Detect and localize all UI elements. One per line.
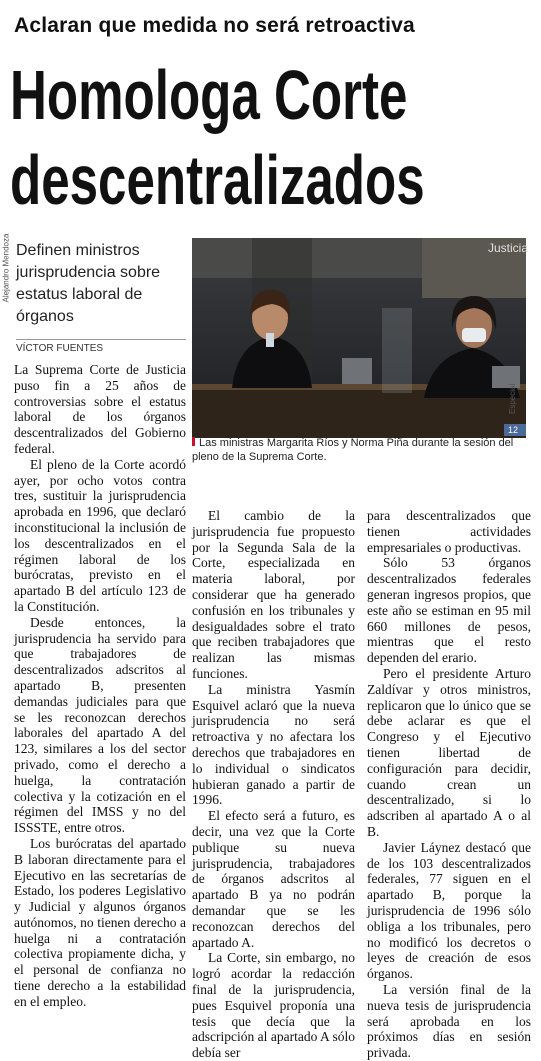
timestamp-badge: 12 (508, 425, 519, 435)
headline-line-2: descentralizados (10, 141, 425, 219)
photo-caption (192, 436, 517, 464)
paragraph: La Suprema Corte de Justicia puso fin a 25 años de controversias sobre el estatus laboral de los órganos descentralizados del Gobierno federal. (14, 362, 186, 456)
subheadline: Definen ministros jurisprudencia sobre estatus laboral de órganos (16, 242, 161, 325)
paragraph: para descentralizados que tienen actividades empresariales o productivas. (367, 508, 531, 555)
article-column-1 (14, 362, 186, 1009)
article-column-2 (192, 508, 355, 1061)
byline: VÍCTOR FUENTES (16, 339, 186, 354)
article-column-3 (367, 508, 531, 1061)
kicker: Aclaran que medida no será retroactiva (14, 14, 415, 37)
paragraph: Los burócratas del apartado B laboran directamente para el Ejecutivo en las secretarías de Estado, los poderes Legislativo y Judicial y algunos órganos autónomos, no tienen derecho a huelga ni a contratación colectiva propiamente dicha, y el personal de confianza no tiene derecho a la estabilidad en el empleo. (14, 835, 186, 1009)
paragraph: Pero el presidente Arturo Zaldívar y otros ministros, replicaron que lo único que se debe aclarar es que el Congreso y el Ejecutivo tienen libertad de configuración para decidir, cuando crean un descentralizado, si lo adscriben al apartado A o al B. (367, 665, 531, 839)
paragraph: La ministra Yasmín Esquivel aclaró que la nueva jurisprudencia no será retroactiva y no afectara los derechos que trabajadores en lo individual o sindicatos hubieran ganado a partir de 1996. (192, 681, 355, 808)
paragraph: El efecto será a futuro, es decir, una vez que la Corte publique su nueva jurisprudencia, trabajadores de órganos adscritos al apartado B ya no podrán demandar que se les reconozcan derechos del apartado A. (192, 808, 355, 950)
paragraph: La Corte, sin embargo, no logró acordar la redacción final de la jurisprudencia, pues Esquivel proponía una tesis que decía que la adscripción al apartado A sólo debía ser (192, 950, 355, 1061)
paragraph: Javier Láynez destacó que de los 103 descentralizados federales, 77 siguen en el apartado B, porque la jurisprudencia de 1996 sólo obliga a los tribunales, pero no modificó los decretos o leyes de creación de esos órganos. (367, 839, 531, 982)
broadcast-logo: Justicia (488, 241, 529, 255)
photo-credit: Especial (508, 383, 517, 414)
caption-marker (192, 437, 195, 446)
caption-text: Las ministras Margarita Ríos y Norma Piña durante la sesión del pleno de la Suprema Corte. (192, 437, 514, 463)
paragraph: Desde entonces, la jurisprudencia ha servido para que trabajadores de descentralizados adscritos al apartado B, presenten demandas judiciales para que se les reconozcan derechos laborales del apartado A del 123, similares a los del sector privado, como el derecho a huelga, la contratación colectiva y la cotización en el régimen del IMSS y no del ISSSTE, entre otros. (14, 614, 186, 836)
news-photo (192, 238, 529, 438)
side-photo-credit: Alejandro Mendoza (1, 233, 11, 303)
paragraph: La versión final de la nueva tesis de jurisprudencia será aprobada en los próximos días en sesión privada. (367, 981, 531, 1061)
headline-line-1: Homologa Corte (10, 56, 408, 134)
paragraph: Sólo 53 órganos descentralizados federales generan ingresos propios, que este año se estiman en 95 mil 660 millones de pesos, mientras que el resto dependen del erario. (367, 555, 531, 666)
paragraph: El cambio de la jurisprudencia fue propuesto por la Segunda Sala de la Corte, especializada en materia laboral, por considerar que ha generado confusión en los tribunales y desigualdades sobre el trato que reciben trabajadores que realizan las mismas funciones. (192, 508, 355, 681)
court-session-image (192, 238, 529, 438)
paragraph: El pleno de la Corte acordó ayer, por ocho votos contra tres, sustituir la jurisprudencia aprobada en 1996, que declaró inconstitucional la inclusión de los descentralizados en el régimen laboral de los burócratas, previsto en el apartado B del artículo 123 de la Constitución. (14, 456, 186, 614)
